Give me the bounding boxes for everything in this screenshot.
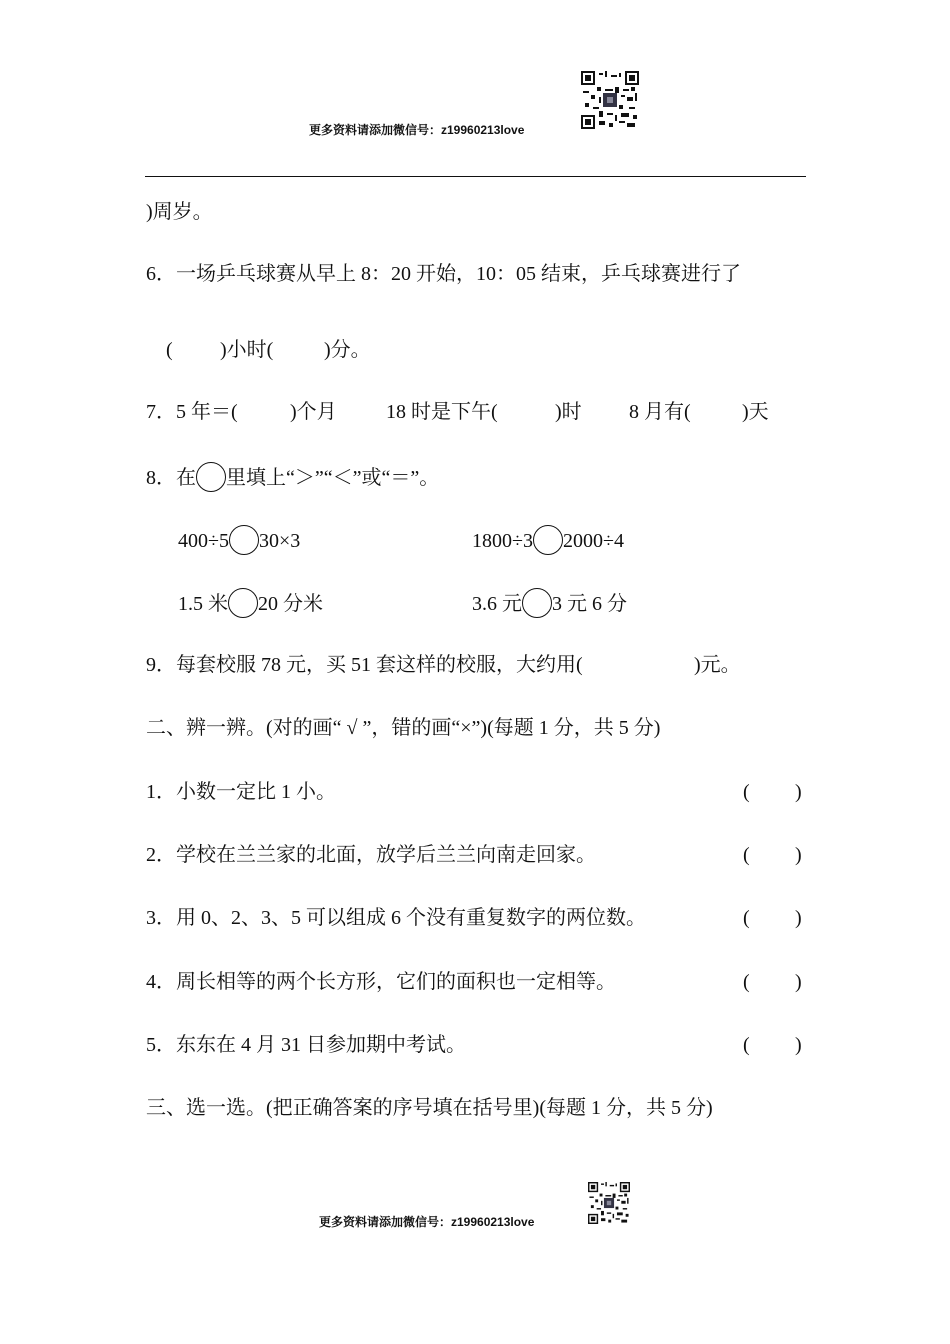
q6-paren-open: (	[166, 339, 173, 361]
header-divider	[145, 176, 806, 177]
compare-circle-input[interactable]	[533, 525, 563, 555]
q8-instruction	[146, 462, 439, 492]
q8-item-4	[472, 588, 627, 618]
judge-answer-4-close: )	[795, 971, 802, 993]
q7-days-label: )天	[742, 401, 769, 423]
section3-title: 三、选一选。(把正确答案的序号填在括号里)(每题 1 分，共 5 分)	[146, 1097, 713, 1119]
q8-item-4-left: 3.6 元	[472, 593, 522, 615]
q7-pm-label: 18 时是下午(	[386, 401, 498, 423]
judge-item-1: 1．小数一定比 1 小。	[146, 781, 336, 803]
q8-suffix: 里填上“＞”“＜”或“＝”。	[226, 467, 440, 489]
q7-hour-label: )时	[555, 401, 582, 423]
judge-answer-4-open[interactable]: (	[743, 971, 750, 993]
q8-item-1-left: 400÷5	[178, 530, 229, 552]
q9-text: 9．每套校服 78 元，买 51 套这样的校服，大约用(	[146, 654, 583, 676]
q8-item-2-left: 1800÷3	[472, 530, 533, 552]
qr-code-icon	[581, 71, 639, 129]
judge-item-3: 3．用 0、2、3、5 可以组成 6 个没有重复数字的两位数。	[146, 907, 646, 929]
qr-code-icon	[588, 1182, 630, 1224]
q6-hours: )小时(	[220, 339, 274, 361]
judge-answer-3-open[interactable]: (	[743, 907, 750, 929]
q8-item-4-right: 3 元 6 分	[552, 593, 627, 615]
footer-wechat-text: 更多资料请添加微信号：z19960213love	[319, 1215, 535, 1229]
q5-tail: )周岁。	[146, 201, 213, 223]
judge-answer-3-close: )	[795, 907, 802, 929]
q8-item-3-left: 1.5 米	[178, 593, 228, 615]
q8-item-2	[472, 525, 624, 555]
compare-circle-icon	[196, 462, 226, 492]
compare-circle-input[interactable]	[229, 525, 259, 555]
judge-answer-5-open[interactable]: (	[743, 1034, 750, 1056]
header-wechat-text: 更多资料请添加微信号：z19960213love	[309, 123, 525, 137]
judge-answer-2-close: )	[795, 844, 802, 866]
judge-item-5: 5．东东在 4 月 31 日参加期中考试。	[146, 1034, 466, 1056]
judge-item-2: 2．学校在兰兰家的北面，放学后兰兰向南走回家。	[146, 844, 596, 866]
q7-years-label: 7．5 年＝(	[146, 401, 238, 423]
judge-item-4: 4．周长相等的两个长方形，它们的面积也一定相等。	[146, 971, 616, 993]
q8-item-1	[178, 525, 300, 555]
judge-answer-2-open[interactable]: (	[743, 844, 750, 866]
q7-august-label: 8 月有(	[629, 401, 691, 423]
section2-title: 二、辨一辨。(对的画“ √ ”，错的画“×”)(每题 1 分，共 5 分)	[146, 717, 661, 739]
judge-answer-1-close: )	[795, 781, 802, 803]
q6-minutes: )分。	[324, 339, 371, 361]
judge-answer-5-close: )	[795, 1034, 802, 1056]
q8-item-3-right: 20 分米	[258, 593, 323, 615]
compare-circle-input[interactable]	[522, 588, 552, 618]
judge-answer-1-open[interactable]: (	[743, 781, 750, 803]
q9-tail: )元。	[694, 654, 741, 676]
q8-item-1-right: 30×3	[258, 530, 301, 552]
q7-months-label: )个月	[290, 401, 337, 423]
compare-circle-input[interactable]	[228, 588, 258, 618]
q6-line1: 6．一场乒乓球赛从早上 8：20 开始，10：05 结束，乒乓球赛进行了	[146, 263, 741, 285]
q8-prefix: 8．在	[146, 467, 196, 489]
q8-item-2-right: 2000÷4	[562, 530, 624, 552]
q8-item-3	[178, 588, 323, 618]
